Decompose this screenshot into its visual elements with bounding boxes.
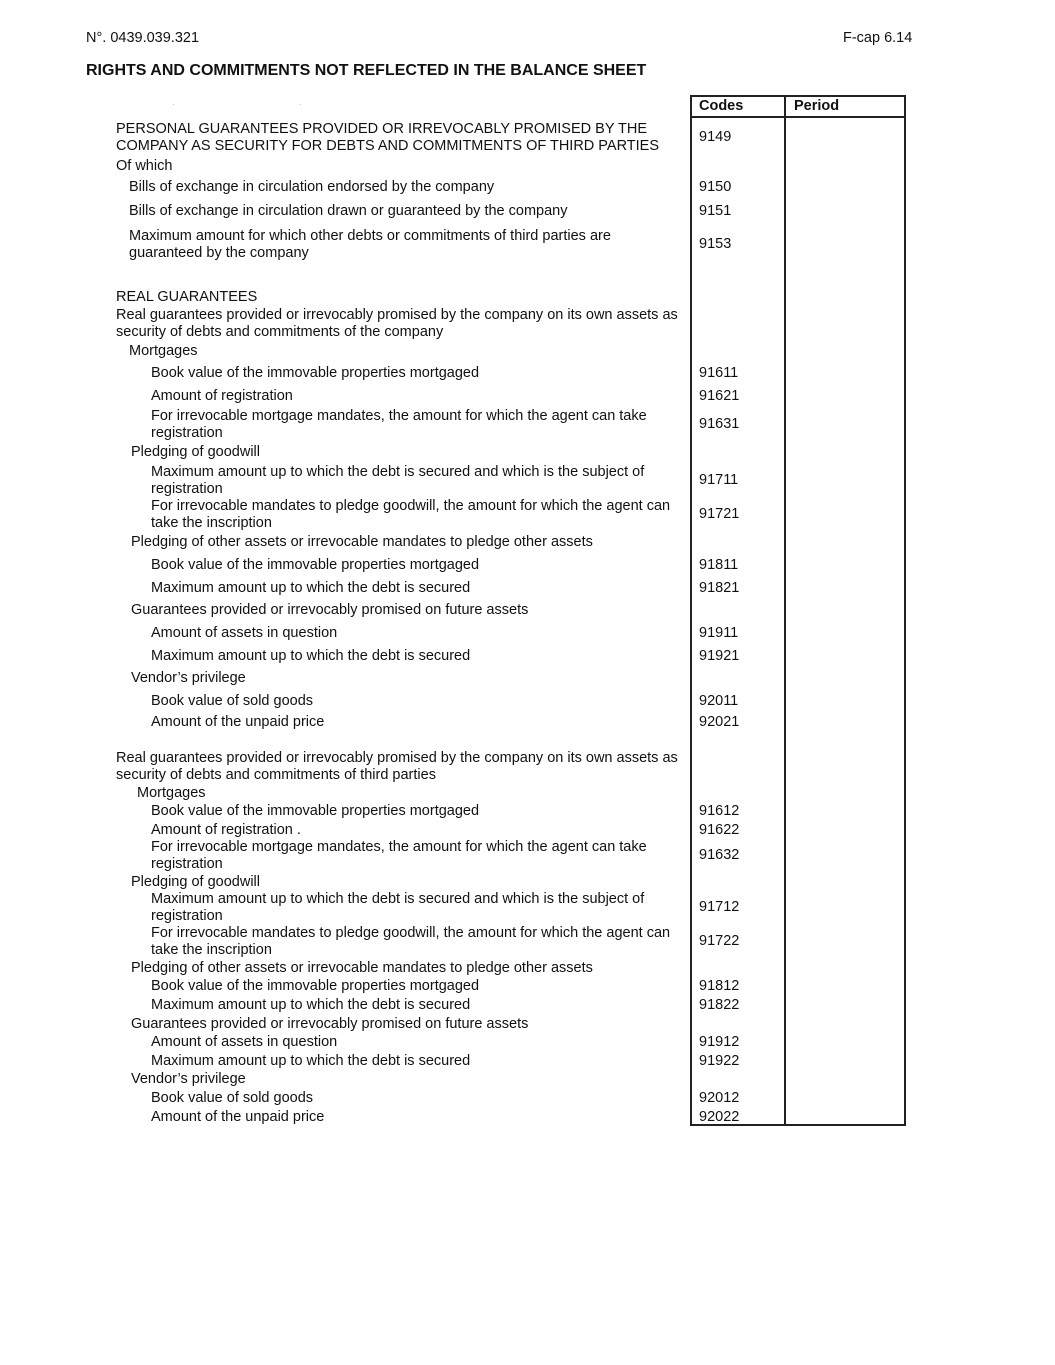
scan-artifact: · — [172, 100, 175, 109]
row-code: 91811 — [699, 557, 739, 573]
row-label: Amount of assets in question — [151, 1034, 338, 1050]
row-label: Book value of sold goods — [151, 693, 314, 709]
row-label: For irrevocable mandates to pledge goodwill, the amount for which the agent can take the inscription — [151, 498, 671, 531]
row-label: Pledging of goodwill — [131, 444, 260, 460]
row-code: 9151 — [699, 203, 732, 219]
column-divider — [784, 95, 786, 1126]
row-label: Pledging of other assets or irrevocable mandates to pledge other assets — [131, 534, 593, 550]
header-divider — [690, 116, 906, 118]
row-label: Maximum amount up to which the debt is secured and which is the subject of registration — [151, 464, 645, 497]
row-code: 9149 — [699, 129, 732, 145]
row-code: 91911 — [699, 625, 739, 641]
row-label: Mortgages — [129, 343, 198, 359]
row-label: Book value of the immovable properties mortgaged — [151, 365, 480, 381]
row-label: Book value of the immovable properties mortgaged — [151, 557, 480, 573]
row-label: Pledging of goodwill — [131, 874, 260, 890]
row-code: 9153 — [699, 236, 732, 252]
row-label: PERSONAL GUARANTEES PROVIDED OR IRREVOCABLY PROMISED BY THE COMPANY AS SECURITY FOR DEBTS AND COMMITMENTS OF THIRD PARTIES — [116, 121, 660, 154]
row-label: Real guarantees provided or irrevocably promised by the company on its own assets as security of debts and commitments of third parties — [116, 750, 678, 783]
row-code: 91712 — [699, 899, 740, 915]
row-code: 91921 — [699, 648, 740, 664]
row-label: Maximum amount up to which the debt is secured and which is the subject of registration — [151, 891, 645, 924]
row-label: Real guarantees provided or irrevocably promised by the company on its own assets as security of debts and commitments of the company — [116, 307, 678, 340]
row-code: 9150 — [699, 179, 732, 195]
row-label: Bills of exchange in circulation drawn or guaranteed by the company — [129, 203, 568, 219]
row-code: 92011 — [699, 693, 739, 709]
scan-artifact: · — [299, 100, 302, 109]
row-label: Mortgages — [137, 785, 206, 801]
row-code: 91711 — [699, 472, 739, 488]
row-label: Maximum amount up to which the debt is secured — [151, 1053, 471, 1069]
row-code: 91822 — [699, 997, 740, 1013]
row-label: Pledging of other assets or irrevocable mandates to pledge other assets — [131, 960, 593, 976]
page-title: RIGHTS AND COMMITMENTS NOT REFLECTED IN THE BALANCE SHEET — [86, 62, 647, 79]
row-code: 91922 — [699, 1053, 740, 1069]
row-label: Amount of registration — [151, 388, 293, 404]
row-code: 91812 — [699, 978, 740, 994]
row-label: Maximum amount up to which the debt is secured — [151, 648, 471, 664]
row-label: Book value of the immovable properties mortgaged — [151, 803, 480, 819]
row-label: Guarantees provided or irrevocably promised on future assets — [131, 602, 529, 618]
row-code: 91721 — [699, 506, 740, 522]
row-label: Maximum amount up to which the debt is secured — [151, 997, 471, 1013]
row-label: Amount of registration . — [151, 822, 301, 838]
row-code: 91631 — [699, 416, 740, 432]
row-code: 92012 — [699, 1090, 740, 1106]
row-code: 91912 — [699, 1034, 740, 1050]
row-label: Vendor’s privilege — [131, 1071, 246, 1087]
row-code: 91621 — [699, 388, 740, 404]
row-label: Of which — [116, 158, 173, 174]
row-label: REAL GUARANTEES — [116, 289, 258, 305]
column-header-codes: Codes — [699, 98, 744, 114]
row-label: Maximum amount up to which the debt is secured — [151, 580, 471, 596]
row-code: 91632 — [699, 847, 740, 863]
row-code: 91622 — [699, 822, 740, 838]
row-code: 91611 — [699, 365, 739, 381]
row-label: Amount of assets in question — [151, 625, 338, 641]
row-code: 91612 — [699, 803, 740, 819]
row-label: Maximum amount for which other debts or commitments of third parties are guaranteed by the company — [129, 228, 611, 261]
row-label: Amount of the unpaid price — [151, 1109, 325, 1125]
row-label: Book value of sold goods — [151, 1090, 314, 1106]
form-code: F-cap 6.14 — [843, 30, 913, 46]
column-header-period: Period — [794, 98, 840, 114]
row-code: 92022 — [699, 1109, 740, 1125]
doc-number: N°. 0439.039.321 — [86, 30, 200, 46]
row-label: Vendor’s privilege — [131, 670, 246, 686]
row-label: For irrevocable mandates to pledge goodwill, the amount for which the agent can take the inscription — [151, 925, 671, 958]
row-label: Bills of exchange in circulation endorsed by the company — [129, 179, 495, 195]
row-label: For irrevocable mortgage mandates, the amount for which the agent can take registration — [151, 839, 647, 872]
row-code: 92021 — [699, 714, 740, 730]
row-label: Guarantees provided or irrevocably promised on future assets — [131, 1016, 529, 1032]
row-label: Book value of the immovable properties mortgaged — [151, 978, 480, 994]
row-label: For irrevocable mortgage mandates, the amount for which the agent can take registration — [151, 408, 647, 441]
row-code: 91821 — [699, 580, 740, 596]
row-label: Amount of the unpaid price — [151, 714, 325, 730]
row-code: 91722 — [699, 933, 740, 949]
